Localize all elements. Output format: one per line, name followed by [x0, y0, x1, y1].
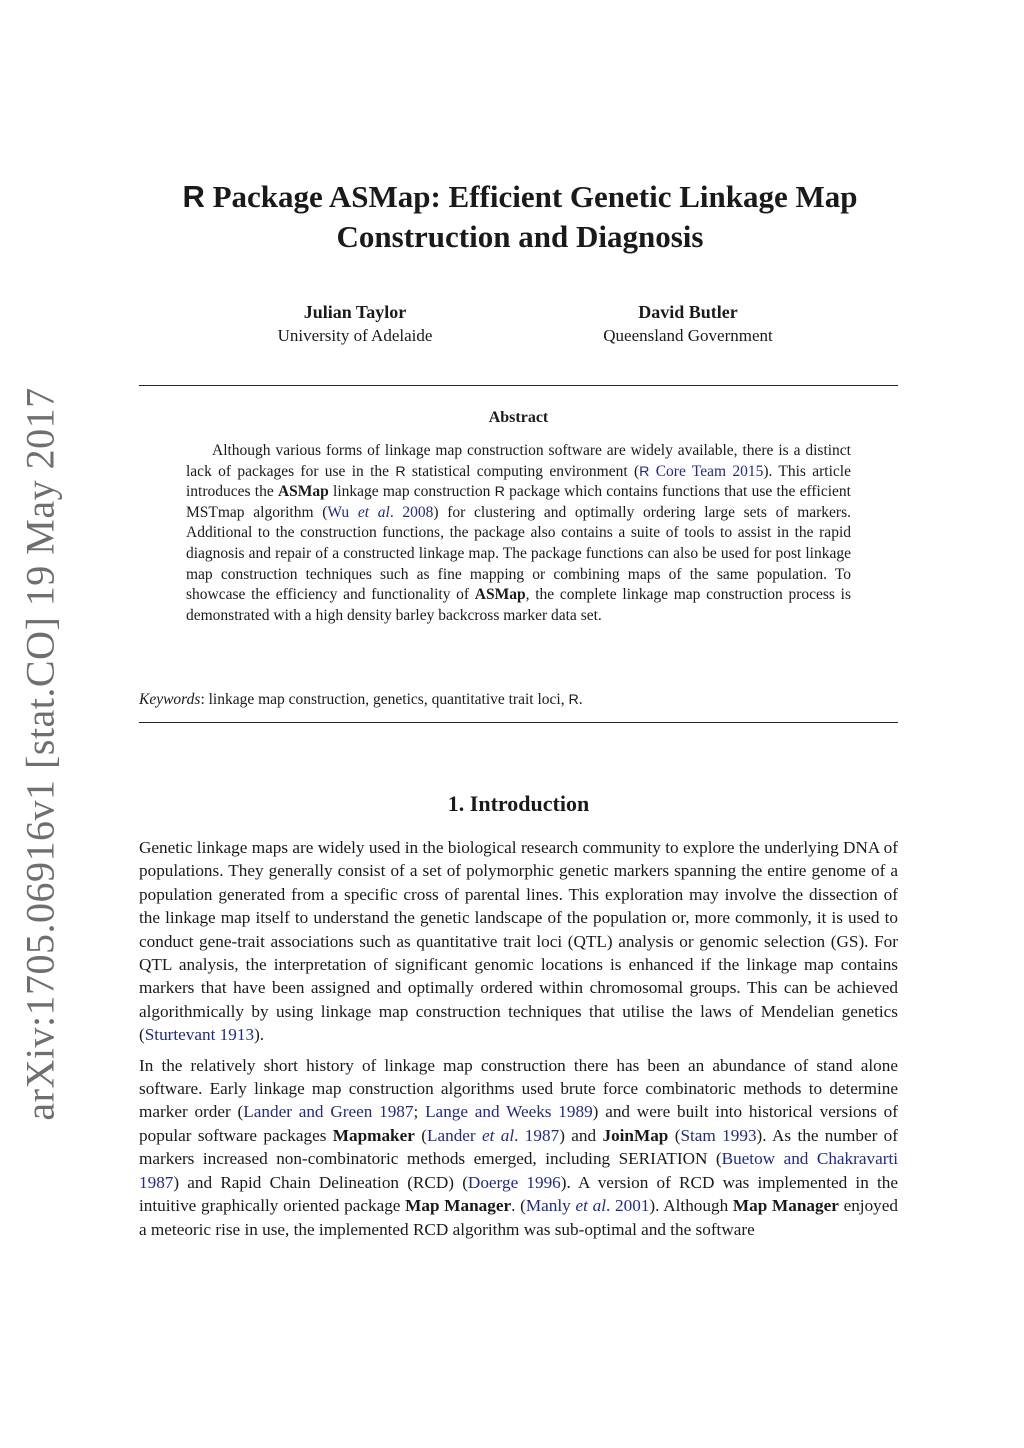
body-text-run: In the relatively short history of linkage map construction there has been an abundance of stand alone software. Early linkage map construction algorithms used brute force combinatoric methods to determine marker order (: [139, 1055, 898, 1122]
abstract-text: [186, 441, 851, 626]
title-line2: Construction and Diagnosis: [336, 219, 704, 254]
author-affiliation: Queensland Government: [603, 326, 773, 345]
keywords-line: [139, 690, 898, 710]
title-r-letter: R: [182, 179, 205, 214]
abstract-bottom-rule: [139, 722, 898, 723]
citation-link-r-core-team[interactable]: [639, 463, 763, 480]
abstract-text-run: , the complete linkage map construction process is demonstrated with a high density barley backcross marker data set.: [186, 586, 851, 624]
abstract-top-rule: [139, 385, 898, 386]
intro-paragraph-1: [139, 836, 898, 1047]
abstract-text-run: ) for clustering and optimally ordering large sets of markers. Additional to the construction functions, the package also contains a suite of tools to assist in the rapid diagnosis and repair of a constructed linkage map. The package functions can also be used for post linkage map construction techniques such as fine mapping or combining maps of the same population. To showcase the efficiency and functionality of: [186, 503, 852, 604]
abstract-text-run: ). This article introduces the: [186, 462, 851, 501]
author-block-1: [205, 301, 505, 347]
intro-paragraph-2: [139, 1054, 898, 1241]
citation-link-lander-1987[interactable]: [427, 1126, 559, 1145]
author-block-2: [538, 301, 838, 347]
body-text-run: ) and were built into historical versions of popular software packages: [139, 1102, 898, 1145]
body-text-run: (: [668, 1125, 681, 1145]
abstract-text-run: package which contains functions that use the efficient MSTmap algorithm (: [186, 483, 851, 521]
software-name-map-manager: Map Manager: [405, 1196, 512, 1216]
paper-title: [120, 177, 920, 257]
introduction-body: [139, 836, 898, 1248]
citation-text: Core Team 2015: [649, 462, 764, 480]
body-text-run: ) and: [559, 1125, 603, 1145]
citation-text: . 1987: [514, 1125, 560, 1145]
author-name: Julian Taylor: [303, 302, 407, 322]
body-text-run: ). Although: [649, 1196, 733, 1216]
software-name-joinmap: JoinMap: [602, 1125, 669, 1145]
arxiv-identifier-stamp: arXiv:1705.06916v1 [stat.CO] 19 May 2017: [17, 387, 63, 1121]
title-line1: Package ASMap: Efficient Genetic Linkage Map: [204, 179, 858, 214]
software-name-map-manager: Map Manager: [732, 1196, 839, 1216]
software-name-mapmaker: Mapmaker: [332, 1125, 415, 1145]
citation-et-al: et al: [357, 503, 390, 521]
citation-text: . 2008: [389, 503, 434, 521]
citation-et-al: et al: [575, 1196, 606, 1216]
body-text-run: enjoyed a meteoric rise in use, the implemented RCD algorithm was sub-optimal and the software: [139, 1196, 898, 1239]
section-heading-introduction: 1. Introduction: [447, 791, 590, 816]
citation-link-lange-weeks-1989[interactable]: Lange and Weeks 1989: [425, 1102, 593, 1122]
package-name-asmap: ASMap: [277, 483, 329, 501]
body-text-run: ).: [254, 1025, 265, 1045]
citation-link-buetow-1987[interactable]: Buetow and Chakravarti 1987: [139, 1149, 898, 1192]
citation-r-letter: R: [639, 463, 650, 480]
abstract-text-run: linkage map construction: [328, 483, 495, 501]
r-language-name: R: [494, 484, 505, 501]
body-text-run: . (: [511, 1196, 526, 1216]
author-affiliation: University of Adelaide: [277, 326, 433, 345]
body-text-run: ) and Rapid Chain Delineation (RCD) (: [173, 1172, 468, 1192]
abstract-heading: Abstract: [488, 409, 549, 426]
r-language-name: R: [395, 463, 406, 480]
citation-et-al: et al: [482, 1125, 515, 1145]
citation-text: Manly: [525, 1196, 576, 1216]
citation-text: Wu: [327, 503, 358, 521]
citation-link-doerge-1996[interactable]: Doerge 1996: [467, 1172, 561, 1192]
citation-link-stam-1993[interactable]: Stam 1993: [680, 1125, 757, 1145]
body-text-run: ). As the number of markers increased non-combinatoric methods emerged, including SERIATION (: [139, 1125, 898, 1169]
keywords-label: Keywords: [139, 691, 201, 708]
author-name: David Butler: [638, 302, 738, 322]
citation-text: . 2001: [606, 1196, 650, 1216]
abstract-paragraph: [186, 441, 851, 626]
body-text-run: (: [414, 1125, 427, 1145]
citation-link-lander-green-1987[interactable]: Lander and Green 1987: [243, 1102, 414, 1122]
r-language-name: R: [568, 692, 579, 708]
abstract-text-run: Although various forms of linkage map construction software are widely available, there is a distinct lack of packages for use in the: [186, 442, 851, 480]
citation-link-manly-2001[interactable]: [526, 1196, 650, 1215]
citation-link-sturtevant-1913[interactable]: Sturtevant 1913: [144, 1025, 255, 1045]
abstract-text-run: statistical computing environment (: [405, 462, 640, 480]
keywords-end: .: [578, 691, 583, 708]
citation-text: Lander: [426, 1125, 482, 1145]
package-name-asmap: ASMap: [474, 586, 526, 604]
citation-link-wu-2008[interactable]: [327, 504, 433, 521]
body-text-run: Genetic linkage maps are widely used in the biological research community to explore the underlying DNA of populations. They generally consist of a set of polymorphic genetic markers spanning the entire genome of a population generated from a specific cross of parental lines. This exploration may involve the dissection of the linkage map itself to understand the genetic landscape of the population or, more commonly, it is used to conduct gene-trait associations such as quantitative trait loci (QTL) analysis or genomic selection (GS). For QTL analysis, the interpretation of significant genomic locations is enhanced if the linkage map contains markers that have been assigned and optimally ordered within chromosomal groups. This can be achieved algorithmically by using linkage map construction techniques that utilise the laws of Mendelian genetics (: [139, 838, 898, 1045]
body-text-run: ;: [413, 1102, 426, 1122]
body-text-run: ). A version of RCD was implemented in the intuitive graphically oriented package: [139, 1172, 898, 1216]
keywords-text: : linkage map construction, genetics, quantitative trait loci,: [200, 691, 569, 708]
